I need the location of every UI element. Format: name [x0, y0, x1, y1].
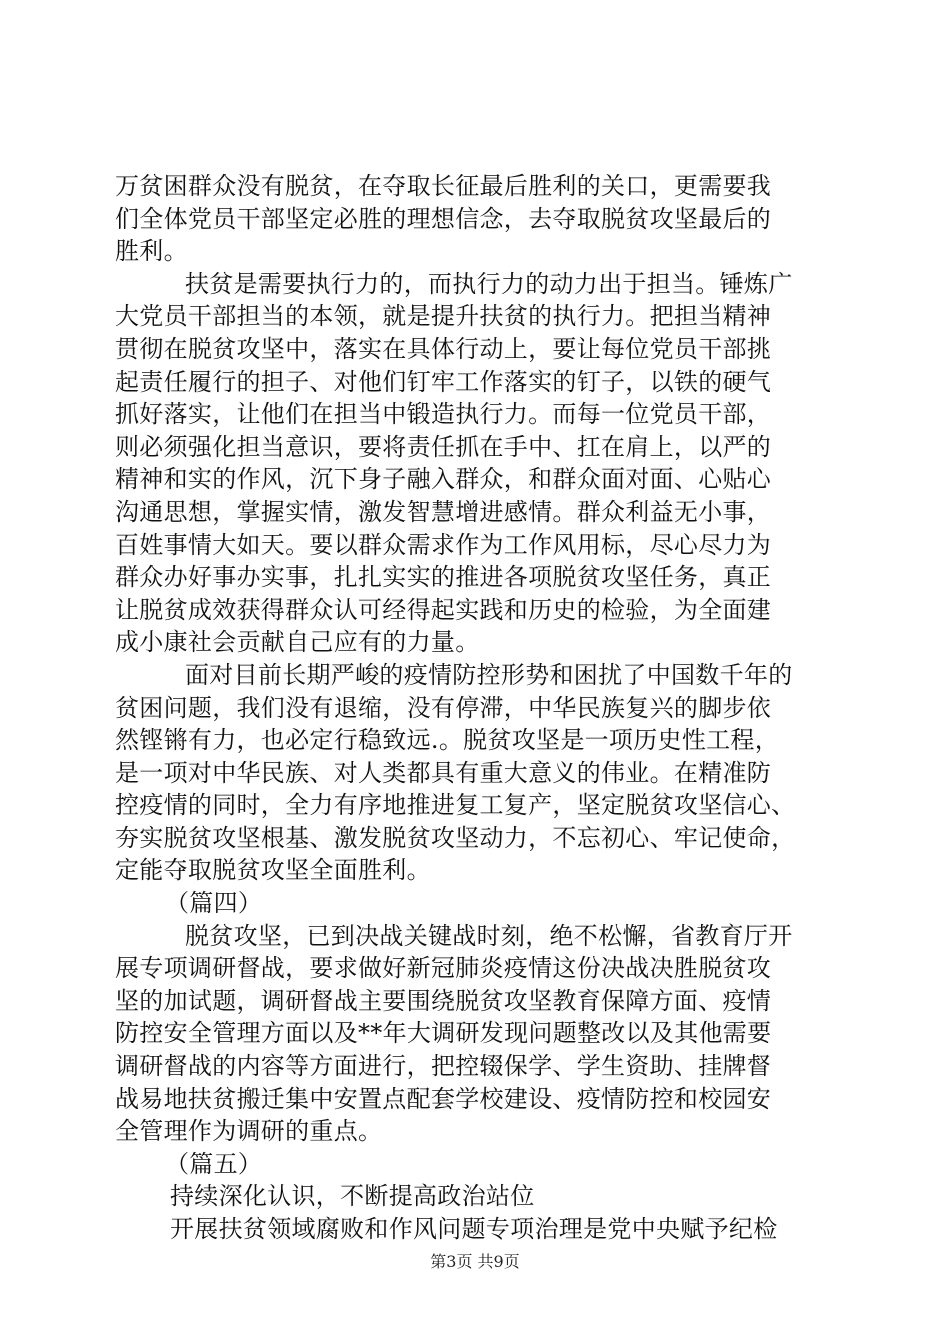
text-line: 精神和实的作风，沉下身子融入群众，和群众面对面、心贴心: [115, 465, 772, 494]
text-line: 抓好落实，让他们在担当中锻造执行力。而每一位党员干部，: [115, 400, 772, 429]
text-line: 调研督战的内容等方面进行，把控辍保学、学生资助、挂牌督: [115, 1052, 772, 1081]
text-line: 起责任履行的担子、对他们钉牢工作落实的钉子，以铁的硬气: [115, 367, 772, 396]
text-line: 是一项对中华民族、对人类都具有重大意义的伟业。在精准防: [115, 758, 772, 787]
text-line: 战易地扶贫搬迁集中安置点配套学校建设、疫情防控和校园安: [115, 1084, 772, 1113]
text-line: 万贫困群众没有脱贫，在夺取长征最后胜利的关口，更需要我: [115, 172, 772, 200]
section-heading: （篇四）: [165, 889, 263, 918]
paragraph-start: 开展扶贫领域腐败和作风问题专项治理是党中央赋予纪检: [170, 1215, 778, 1243]
text-line: 群众办好事办实事，扎扎实实的推进各项脱贫攻坚任务，真正: [115, 563, 772, 592]
text-line: 则必须强化担当意识，要将责任抓在手中、扛在肩上，以严的: [115, 432, 772, 461]
text-line: 全管理作为调研的重点。: [115, 1117, 383, 1146]
paragraph-start: 面对目前长期严峻的疫情防控形势和困扰了中国数千年的: [185, 660, 793, 689]
text-line: 百姓事情大如天。要以群众需求作为工作风用标，尽心尽力为: [115, 530, 772, 559]
text-line: 控疫情的同时，全力有序地推进复工复产，坚定脱贫攻坚信心、: [115, 791, 796, 820]
text-line: 胜利。: [115, 237, 188, 266]
text-line: 然铿锵有力，也必定行稳致远.。脱贫攻坚是一项历史性工程，: [115, 726, 780, 755]
body-text: [115, 170, 845, 1246]
text-line: 们全体党员干部坚定必胜的理想信念，去夺取脱贫攻坚最后的: [115, 204, 772, 233]
paragraph-start: 扶贫是需要执行力的，而执行力的动力出于担当。锤炼广: [185, 269, 793, 298]
text-line: 成小康社会贡献自己应有的力量。: [115, 628, 480, 657]
page-number: 第3页 共9页: [430, 1252, 520, 1271]
text-line: 大党员干部担当的本领，就是提升扶贫的执行力。把担当精神: [115, 302, 772, 331]
text-line: 展专项调研督战，要求做好新冠肺炎疫情这份决战决胜脱贫攻: [115, 954, 772, 983]
text-line: 沟通思想，掌握实情，激发智慧增进感情。群众利益无小事，: [115, 497, 772, 526]
text-line: 让脱贫成效获得群众认可经得起实践和历史的检验，为全面建: [115, 595, 772, 624]
text-line: 贫困问题，我们没有退缩，没有停滞，中华民族复兴的脚步依: [115, 693, 772, 722]
text-line: 防控安全管理方面以及**年大调研发现问题整改以及其他需要: [115, 1019, 772, 1048]
subheading: 持续深化认识，不断提高政治站位: [170, 1182, 535, 1211]
text-line: 坚的加试题，调研督战主要围绕脱贫攻坚教育保障方面、疫情: [115, 986, 772, 1015]
paragraph-start: 脱贫攻坚，已到决战关键战时刻，绝不松懈，省教育厅开: [185, 921, 793, 950]
text-line: 贯彻在脱贫攻坚中，落实在具体行动上，要让每位党员干部挑: [115, 334, 772, 363]
section-heading: （篇五）: [165, 1149, 263, 1178]
text-line: 定能夺取脱贫攻坚全面胜利。: [115, 856, 431, 885]
text-line: 夯实脱贫攻坚根基、激发脱贫攻坚动力，不忘初心、牢记使命，: [115, 823, 796, 852]
